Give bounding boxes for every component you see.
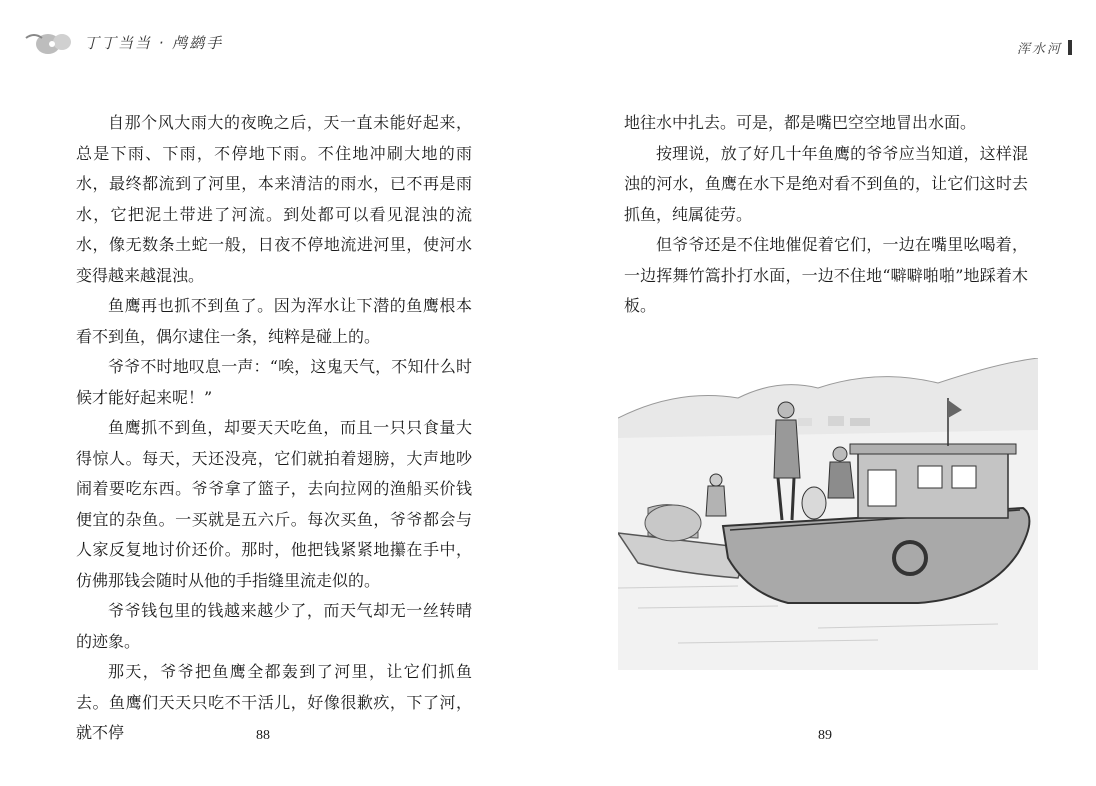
paragraph: 按理说，放了好几十年鱼鹰的爷爷应当知道，这样混浊的河水，鱼鹰在水下是绝对看不到鱼的，让它们这时去抓鱼，纯属徒劳。 xyxy=(624,143,1028,224)
paragraph: 自那个风大雨大的夜晚之后，天一直未能好起来，总是下雨、下雨，不停地下雨。不住地冲刷大地的雨水，最终都流到了河里，本来清洁的雨水，已不再是雨水，它把泥土带进了河流。到处都可以看见混浊的流水，像无数条土蛇一般，日夜不停地流进河里，使河水变得越来越混浊。 xyxy=(76,113,472,285)
page-number: 89 xyxy=(818,728,832,743)
boat-illustration xyxy=(618,358,1038,670)
paragraph: 鱼鹰抓不到鱼，却要天天吃鱼，而且一只只食量大得惊人。每天，天还没亮，它们就拍着翅膀，大声地吵闹着要吃东西。爷爷拿了篮子，去向拉网的渔船买价钱便宜的杂鱼。一买就是五六斤。每次买鱼，爷爷都会与人家反复地讨价还价。那时，他把钱紧紧地攥在手中，仿佛那钱会随时从他的手指缝里流走似的。 xyxy=(76,418,472,590)
right-page xyxy=(548,0,1096,786)
gourd-logo-icon xyxy=(24,28,76,56)
paragraph: 爷爷钱包里的钱越来越少了，而天气却无一丝转晴的迹象。 xyxy=(76,601,472,651)
right-body-text xyxy=(624,108,1028,322)
left-body-text xyxy=(76,108,472,749)
paragraph: 鱼鹰再也抓不到鱼了。因为浑水让下潜的鱼鹰根本看不到鱼，偶尔逮住一条，纯粹是碰上的。 xyxy=(76,296,472,346)
chapter-title: 浑水河 xyxy=(1016,42,1062,57)
paragraph: 那天，爷爷把鱼鹰全都轰到了河里，让它们抓鱼去。鱼鹰们天天只吃不干活儿，好像很歉疚，下了河，就不停 xyxy=(76,662,472,742)
chapter-marker xyxy=(1068,40,1072,55)
page-number: 88 xyxy=(256,728,270,743)
paragraph: 地往水中扎去。可是，都是嘴巴空空地冒出水面。 xyxy=(624,113,977,132)
series-header xyxy=(24,28,223,56)
chapter-header xyxy=(1017,38,1072,57)
paragraph: 但爷爷还是不住地催促着它们，一边在嘴里吆喝着，一边挥舞竹篙扑打水面，一边不住地“噼噼啪啪”地踩着木板。 xyxy=(624,235,1028,315)
paragraph: 爷爷不时地叹息一声：“唉，这鬼天气，不知什么时候才能好起来呢！” xyxy=(76,357,472,407)
series-title: 丁丁当当 · 鸬鹚手 xyxy=(84,33,224,52)
